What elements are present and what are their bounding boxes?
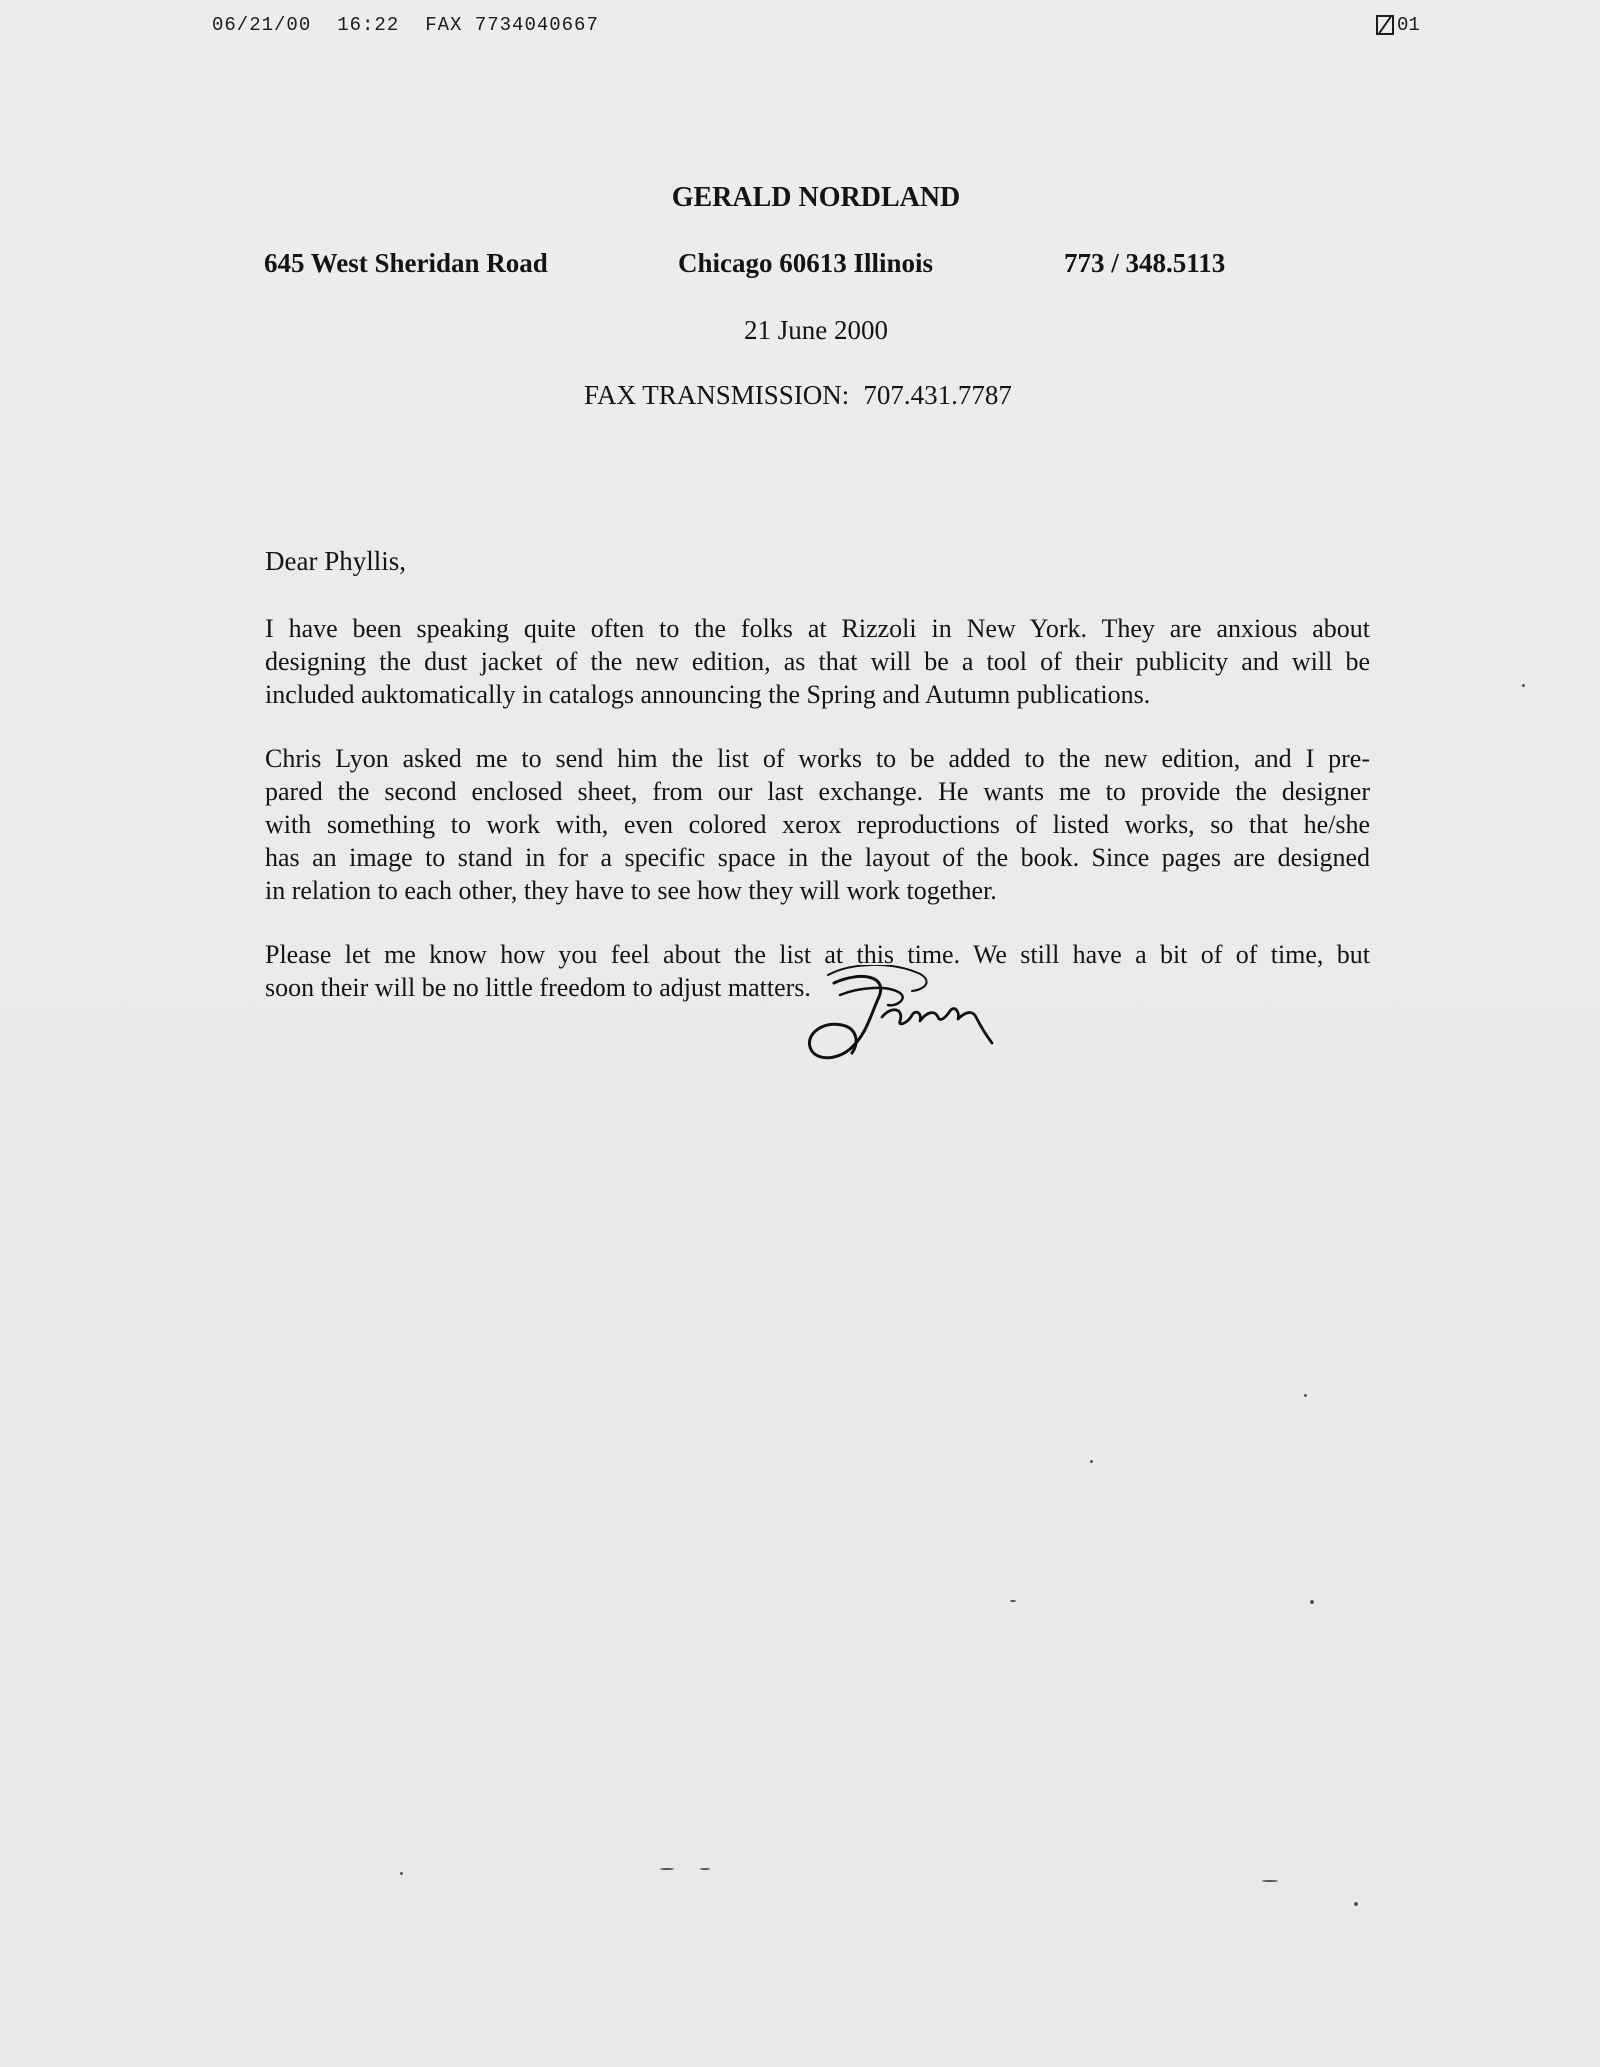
scan-speck xyxy=(400,1872,403,1875)
fax-page-count: 01 xyxy=(1397,14,1420,36)
paragraph-line: designing the dust jacket of the new edition, as that will be a tool of their publicity and will be xyxy=(265,647,1370,676)
paragraph-line: I have been speaking quite often to the folks at Rizzoli in New York. They are anxious about xyxy=(265,614,1370,643)
paragraph-line: soon their will be no little freedom to adjust matters. xyxy=(265,973,811,1002)
handwritten-signature xyxy=(800,965,1010,1075)
fax-transmission-number: 707.431.7787 xyxy=(863,380,1012,410)
fax-header-line xyxy=(212,14,625,36)
fax-page-number xyxy=(1376,14,1420,36)
scan-speck xyxy=(1010,1600,1016,1602)
scan-speck xyxy=(1354,1902,1358,1906)
paragraph-line: pared the second enclosed sheet, from our last exchange. He wants me to provide the designer xyxy=(265,777,1370,806)
paragraph-line: Chris Lyon asked me to send him the list of works to be added to the new edition, and I pre- xyxy=(265,744,1370,773)
scan-speck xyxy=(1304,1394,1307,1397)
paragraph-1 xyxy=(265,612,1370,711)
scan-speck xyxy=(1522,684,1525,687)
paragraph-2 xyxy=(265,742,1370,907)
letterhead-phone: 773 / 348.5113 xyxy=(1064,248,1226,278)
scan-speck xyxy=(1310,1600,1314,1604)
paragraph-line: included auktomatically in catalogs announcing the Spring and Autumn publications. xyxy=(265,680,1151,709)
fax-date: 06/21/00 xyxy=(212,14,312,36)
salutation: Dear Phyllis, xyxy=(265,546,406,576)
paragraph-line: with something to work with, even colored xerox reproductions of listed works, so that he/she xyxy=(265,810,1370,839)
scan-speck xyxy=(660,1868,674,1870)
scan-speck xyxy=(1262,1880,1278,1882)
letterhead-city: Chicago 60613 Illinois xyxy=(678,248,934,278)
letter-date: 21 June 2000 xyxy=(744,315,888,345)
fax-number-header: FAX 7734040667 xyxy=(425,14,599,36)
paragraph-line: in relation to each other, they have to see how they will work together. xyxy=(265,876,997,905)
fax-transmission xyxy=(584,380,1012,411)
fax-transmission-label: FAX TRANSMISSION: xyxy=(584,380,850,410)
scan-speck xyxy=(700,1868,710,1870)
letterhead-street: 645 West Sheridan Road xyxy=(264,248,548,278)
scan-speck xyxy=(1090,1460,1093,1463)
paragraph-line: Please let me know how you feel about the list at this time. We still have a bit of of time, but xyxy=(265,940,1370,969)
fax-checkbox-icon xyxy=(1376,15,1394,35)
fax-time: 16:22 xyxy=(337,14,400,36)
letterhead-name: GERALD NORDLAND xyxy=(671,182,961,213)
paragraph-line: has an image to stand in for a specific space in the layout of the book. Since pages are designed xyxy=(265,843,1370,872)
